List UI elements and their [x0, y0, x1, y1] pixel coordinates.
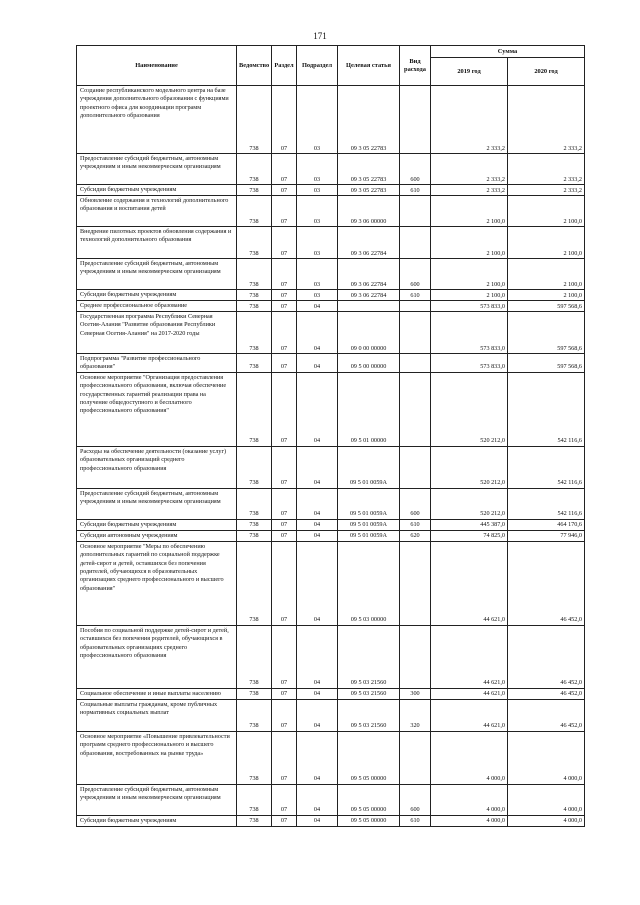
row-department: 738	[237, 699, 272, 731]
row-subsection: 03	[297, 290, 338, 301]
row-section: 07	[272, 446, 297, 488]
row-name: Социальные выплаты гражданам, кроме публичных нормативных социальных выплат	[77, 699, 237, 731]
row-sum-2020: 2 100,0	[508, 259, 585, 290]
row-sum-2019: 520 212,0	[431, 488, 508, 519]
row-expense-type	[400, 446, 431, 488]
row-name: Основное мероприятие "Организация предоставления профессионального образования, включая обеспечение государственных гарантий реализации права на получение общедоступного и бесплатного профессионального образования"	[77, 372, 237, 446]
table-row	[77, 530, 585, 541]
row-sum-2019: 573 833,0	[431, 312, 508, 354]
row-name: Среднее профессиональное образование	[77, 301, 237, 312]
row-section: 07	[272, 196, 297, 227]
row-department: 738	[237, 290, 272, 301]
header-subsection: Подраздел	[297, 46, 338, 86]
table-row	[77, 86, 585, 154]
row-sum-2020: 542 116,6	[508, 446, 585, 488]
row-sum-2019: 573 833,0	[431, 354, 508, 373]
table-row	[77, 301, 585, 312]
row-department: 738	[237, 86, 272, 154]
row-expense-type	[400, 196, 431, 227]
row-sum-2019: 2 333,2	[431, 86, 508, 154]
row-sum-2020: 464 170,6	[508, 519, 585, 530]
row-expense-type: 300	[400, 688, 431, 699]
row-department: 738	[237, 227, 272, 259]
row-expense-type	[400, 312, 431, 354]
header-target-article: Целевая статья	[338, 46, 400, 86]
row-target-article: 09 3 06 22784	[338, 290, 400, 301]
row-name: Субсидии бюджетным учреждениям	[77, 815, 237, 826]
row-subsection: 04	[297, 784, 338, 815]
row-name: Подпрограмма "Развитие профессионального образования"	[77, 354, 237, 373]
row-name: Субсидии автономным учреждениям	[77, 530, 237, 541]
row-sum-2019: 573 833,0	[431, 301, 508, 312]
row-target-article: 09 5 00 00000	[338, 354, 400, 373]
row-sum-2019: 44 621,0	[431, 699, 508, 731]
row-name: Предоставление субсидий бюджетным, автономным учреждениям и иным некоммерческим организациям	[77, 488, 237, 519]
table-row	[77, 815, 585, 826]
row-section: 07	[272, 185, 297, 196]
row-section: 07	[272, 227, 297, 259]
row-department: 738	[237, 196, 272, 227]
row-sum-2020: 542 116,6	[508, 488, 585, 519]
row-section: 07	[272, 815, 297, 826]
row-sum-2019: 2 333,2	[431, 185, 508, 196]
row-target-article: 09 5 01 0059А	[338, 488, 400, 519]
row-department: 738	[237, 488, 272, 519]
row-expense-type	[400, 86, 431, 154]
row-section: 07	[272, 488, 297, 519]
row-target-article: 09 3 05 22783	[338, 86, 400, 154]
row-subsection: 04	[297, 625, 338, 688]
row-expense-type	[400, 731, 431, 784]
table-row	[77, 185, 585, 196]
row-sum-2019: 2 100,0	[431, 196, 508, 227]
table-row	[77, 488, 585, 519]
row-section: 07	[272, 354, 297, 373]
table-row	[77, 354, 585, 373]
row-target-article: 09 5 03 21560	[338, 625, 400, 688]
table-row	[77, 259, 585, 290]
row-subsection: 04	[297, 301, 338, 312]
row-sum-2020: 2 333,2	[508, 86, 585, 154]
row-target-article: 09 5 01 00000	[338, 372, 400, 446]
row-sum-2020: 597 568,6	[508, 301, 585, 312]
row-target-article: 09 5 05 00000	[338, 815, 400, 826]
table-row	[77, 372, 585, 446]
row-subsection: 03	[297, 259, 338, 290]
table-row	[77, 688, 585, 699]
row-department: 738	[237, 519, 272, 530]
table-row	[77, 541, 585, 625]
row-department: 738	[237, 688, 272, 699]
row-section: 07	[272, 312, 297, 354]
row-department: 738	[237, 625, 272, 688]
row-department: 738	[237, 731, 272, 784]
row-department: 738	[237, 541, 272, 625]
row-expense-type: 620	[400, 530, 431, 541]
row-department: 738	[237, 446, 272, 488]
row-sum-2019: 44 621,0	[431, 625, 508, 688]
row-name: Субсидии бюджетным учреждениям	[77, 519, 237, 530]
row-expense-type: 600	[400, 154, 431, 185]
row-department: 738	[237, 354, 272, 373]
row-section: 07	[272, 699, 297, 731]
row-sum-2020: 2 100,0	[508, 196, 585, 227]
row-sum-2020: 2 333,2	[508, 185, 585, 196]
row-expense-type: 600	[400, 784, 431, 815]
header-year-2020: 2020 год	[508, 58, 585, 86]
row-name: Создание республиканского модельного центра на базе учреждения дополнительного образования с функциями проектного офиса для координации программ дополнительного образования	[77, 86, 237, 154]
row-subsection: 04	[297, 372, 338, 446]
table-row	[77, 519, 585, 530]
row-expense-type: 610	[400, 290, 431, 301]
table-row	[77, 196, 585, 227]
row-sum-2019: 2 100,0	[431, 227, 508, 259]
page-number: 171	[313, 31, 327, 41]
row-target-article: 09 5 03 21560	[338, 688, 400, 699]
row-target-article: 09 5 05 00000	[338, 784, 400, 815]
row-target-article: 09 5 05 00000	[338, 731, 400, 784]
row-section: 07	[272, 784, 297, 815]
table-row	[77, 154, 585, 185]
row-expense-type	[400, 625, 431, 688]
table-row	[77, 312, 585, 354]
table-row	[77, 227, 585, 259]
row-sum-2020: 46 452,0	[508, 625, 585, 688]
row-target-article: 09 3 05 22783	[338, 154, 400, 185]
row-expense-type: 320	[400, 699, 431, 731]
row-department: 738	[237, 372, 272, 446]
row-section: 07	[272, 154, 297, 185]
row-target-article	[338, 301, 400, 312]
row-expense-type: 600	[400, 488, 431, 519]
row-sum-2020: 597 568,6	[508, 312, 585, 354]
row-target-article: 09 3 06 22784	[338, 227, 400, 259]
row-target-article: 09 0 00 00000	[338, 312, 400, 354]
row-target-article: 09 3 05 22783	[338, 185, 400, 196]
table-row	[77, 731, 585, 784]
row-sum-2020: 2 100,0	[508, 227, 585, 259]
row-section: 07	[272, 688, 297, 699]
row-sum-2019: 520 212,0	[431, 446, 508, 488]
row-expense-type	[400, 227, 431, 259]
row-sum-2019: 2 100,0	[431, 259, 508, 290]
row-section: 07	[272, 731, 297, 784]
header-expense-type: Вид расхода	[400, 46, 431, 86]
header-year-2019: 2019 год	[431, 58, 508, 86]
row-section: 07	[272, 519, 297, 530]
header-name: Наименование	[77, 46, 237, 86]
row-department: 738	[237, 301, 272, 312]
row-expense-type: 610	[400, 185, 431, 196]
row-subsection: 03	[297, 185, 338, 196]
row-section: 07	[272, 625, 297, 688]
row-subsection: 04	[297, 815, 338, 826]
table-row	[77, 699, 585, 731]
row-target-article: 09 5 01 0059А	[338, 530, 400, 541]
row-target-article: 09 5 01 0059А	[338, 519, 400, 530]
row-name: Субсидии бюджетным учреждениям	[77, 290, 237, 301]
row-section: 07	[272, 372, 297, 446]
row-name: Предоставление субсидий бюджетным, автономным учреждениям и иным некоммерческим организациям	[77, 154, 237, 185]
row-sum-2020: 597 568,6	[508, 354, 585, 373]
row-department: 738	[237, 259, 272, 290]
row-department: 738	[237, 815, 272, 826]
row-sum-2019: 445 387,0	[431, 519, 508, 530]
row-expense-type: 610	[400, 815, 431, 826]
table-row	[77, 290, 585, 301]
row-sum-2020: 77 946,0	[508, 530, 585, 541]
row-subsection: 04	[297, 488, 338, 519]
row-subsection: 04	[297, 688, 338, 699]
row-sum-2019: 2 333,2	[431, 154, 508, 185]
row-sum-2019: 44 621,0	[431, 541, 508, 625]
row-name: Основное мероприятие «Повышение привлекательности программ среднего профессионального и высшего образования, востребованных на рынке труда»	[77, 731, 237, 784]
row-subsection: 04	[297, 731, 338, 784]
row-section: 07	[272, 530, 297, 541]
row-section: 07	[272, 86, 297, 154]
row-sum-2019: 520 212,0	[431, 372, 508, 446]
row-target-article: 09 3 06 22784	[338, 259, 400, 290]
row-sum-2019: 74 825,0	[431, 530, 508, 541]
row-sum-2020: 46 452,0	[508, 699, 585, 731]
row-subsection: 04	[297, 312, 338, 354]
table-row	[77, 446, 585, 488]
row-section: 07	[272, 301, 297, 312]
row-target-article: 09 5 03 00000	[338, 541, 400, 625]
row-sum-2020: 4 000,0	[508, 731, 585, 784]
row-sum-2020: 4 000,0	[508, 784, 585, 815]
table-body	[77, 86, 585, 827]
row-expense-type	[400, 354, 431, 373]
row-sum-2020: 46 452,0	[508, 688, 585, 699]
row-name: Предоставление субсидий бюджетным, автономным учреждениям и иным некоммерческим организациям	[77, 259, 237, 290]
header-section: Раздел	[272, 46, 297, 86]
row-subsection: 03	[297, 154, 338, 185]
row-target-article: 09 3 06 00000	[338, 196, 400, 227]
row-name: Внедрение пилотных проектов обновления содержания и технологий дополнительного образования	[77, 227, 237, 259]
row-subsection: 04	[297, 354, 338, 373]
row-name: Социальное обеспечение и иные выплаты населению	[77, 688, 237, 699]
row-target-article: 09 5 03 21560	[338, 699, 400, 731]
row-section: 07	[272, 290, 297, 301]
row-name: Расходы на обеспечение деятельности (оказание услуг) образовательных организаций среднего профессионального образования	[77, 446, 237, 488]
row-sum-2020: 542 116,6	[508, 372, 585, 446]
row-department: 738	[237, 154, 272, 185]
row-name: Обновление содержания и технологий дополнительного образования и воспитания детей	[77, 196, 237, 227]
row-subsection: 04	[297, 446, 338, 488]
row-sum-2020: 2 333,2	[508, 154, 585, 185]
row-department: 738	[237, 530, 272, 541]
row-name: Государственная программа Республики Северная Осетия-Алания "Развитие образования Республики Северная Осетия-Алания" на 2017-2020 годы	[77, 312, 237, 354]
row-sum-2020: 4 000,0	[508, 815, 585, 826]
row-section: 07	[272, 259, 297, 290]
row-section: 07	[272, 541, 297, 625]
row-sum-2019: 4 000,0	[431, 784, 508, 815]
row-name: Субсидии бюджетным учреждениям	[77, 185, 237, 196]
table-row	[77, 625, 585, 688]
row-expense-type	[400, 372, 431, 446]
row-sum-2019: 44 621,0	[431, 688, 508, 699]
row-department: 738	[237, 185, 272, 196]
table-row	[77, 784, 585, 815]
header-department: Ведомство	[237, 46, 272, 86]
row-sum-2019: 2 100,0	[431, 290, 508, 301]
row-name: Основное мероприятие "Меры по обеспечению дополнительных гарантий по социальной поддержке детей-сирот и детей, оставшихся без попечения родителей, обучающихся в образовательных организациях среднего профессионального и высшего образования"	[77, 541, 237, 625]
row-name: Пособия по социальной поддержке детей-сирот и детей, оставшихся без попечения родителей, обучающихся в образовательных организациях среднего профессионального образования	[77, 625, 237, 688]
row-subsection: 03	[297, 227, 338, 259]
row-subsection: 04	[297, 519, 338, 530]
header-sum: Сумма	[431, 46, 585, 58]
row-subsection: 03	[297, 196, 338, 227]
row-expense-type: 610	[400, 519, 431, 530]
row-sum-2019: 4 000,0	[431, 815, 508, 826]
row-name: Предоставление субсидий бюджетным, автономным учреждениям и иным некоммерческим организациям	[77, 784, 237, 815]
row-expense-type	[400, 301, 431, 312]
row-target-article: 09 5 01 0059А	[338, 446, 400, 488]
row-sum-2020: 46 452,0	[508, 541, 585, 625]
row-subsection: 03	[297, 86, 338, 154]
row-expense-type	[400, 541, 431, 625]
budget-table	[76, 45, 585, 827]
row-expense-type: 600	[400, 259, 431, 290]
row-department: 738	[237, 312, 272, 354]
row-subsection: 04	[297, 699, 338, 731]
row-sum-2019: 4 000,0	[431, 731, 508, 784]
row-sum-2020: 2 100,0	[508, 290, 585, 301]
row-subsection: 04	[297, 530, 338, 541]
row-department: 738	[237, 784, 272, 815]
row-subsection: 04	[297, 541, 338, 625]
